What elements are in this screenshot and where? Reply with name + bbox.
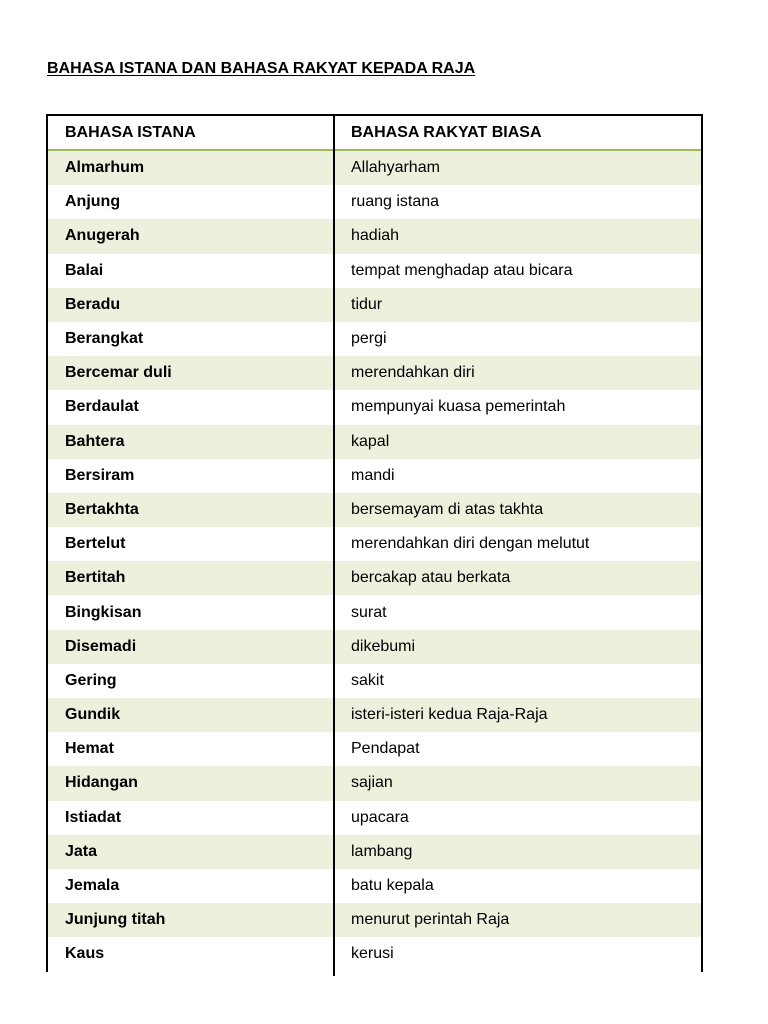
cell-bahasa-istana: Bercemar duli: [65, 364, 172, 382]
cell-bahasa-istana: Istiadat: [65, 808, 122, 826]
cell-bahasa-istana: Bertelut: [65, 535, 126, 553]
cell-bahasa-rakyat: sakit: [351, 671, 384, 689]
cell-bahasa-rakyat: sajian: [351, 774, 393, 792]
column-divider: [333, 116, 335, 976]
header-bahasa-rakyat: BAHASA RAKYAT BIASA: [351, 123, 542, 141]
cell-bahasa-rakyat: isteri-isteri kedua Raja-Raja: [351, 706, 548, 724]
table-row: [48, 595, 701, 629]
cell-bahasa-istana: Bingkisan: [65, 603, 142, 621]
cell-bahasa-rakyat: kapal: [351, 432, 390, 450]
cell-bahasa-rakyat: mandi: [351, 466, 395, 484]
document-title: BAHASA ISTANA DAN BAHASA RAKYAT KEPADA RAJA: [47, 60, 476, 77]
cell-bahasa-rakyat: lambang: [351, 842, 413, 860]
cell-bahasa-istana: Balai: [65, 261, 104, 279]
cell-bahasa-istana: Hidangan: [65, 774, 138, 792]
table-row: [48, 801, 701, 835]
table-header-row: [48, 116, 701, 151]
table-row: [48, 185, 701, 219]
table-body: [48, 151, 701, 972]
cell-bahasa-istana: Kaus: [65, 945, 105, 963]
cell-bahasa-rakyat: kerusi: [351, 945, 394, 963]
cell-bahasa-rakyat: Pendapat: [351, 740, 420, 758]
cell-bahasa-istana: Anugerah: [65, 227, 140, 245]
table-row: [48, 151, 701, 185]
cell-bahasa-rakyat: batu kepala: [351, 877, 434, 895]
table-row: [48, 219, 701, 253]
table-row: [48, 732, 701, 766]
table-row: [48, 766, 701, 800]
cell-bahasa-istana: Berdaulat: [65, 398, 139, 416]
cell-bahasa-istana: Almarhum: [65, 159, 145, 177]
table-row: [48, 288, 701, 322]
cell-bahasa-rakyat: mempunyai kuasa pemerintah: [351, 398, 566, 416]
table-row: [48, 698, 701, 732]
cell-bahasa-rakyat: pergi: [351, 330, 387, 348]
header-bahasa-istana: BAHASA ISTANA: [65, 123, 196, 141]
cell-bahasa-rakyat: upacara: [351, 808, 409, 826]
cell-bahasa-rakyat: hadiah: [351, 227, 400, 245]
cell-bahasa-rakyat: dikebumi: [351, 637, 416, 655]
cell-bahasa-istana: Jata: [65, 842, 98, 860]
table-row: [48, 390, 701, 424]
cell-bahasa-rakyat: bersemayam di atas takhta: [351, 500, 544, 518]
table-row: [48, 903, 701, 937]
table-row: [48, 322, 701, 356]
cell-bahasa-istana: Bahtera: [65, 432, 125, 450]
cell-bahasa-istana: Bertitah: [65, 569, 126, 587]
cell-bahasa-istana: Gundik: [65, 706, 121, 724]
cell-bahasa-rakyat: tempat menghadap atau bicara: [351, 261, 573, 279]
cell-bahasa-rakyat: ruang istana: [351, 193, 440, 211]
table-row: [48, 459, 701, 493]
cell-bahasa-rakyat: menurut perintah Raja: [351, 911, 510, 929]
cell-bahasa-istana: Beradu: [65, 295, 121, 313]
cell-bahasa-rakyat: merendahkan diri dengan melutut: [351, 535, 590, 553]
table-row: [48, 527, 701, 561]
cell-bahasa-rakyat: merendahkan diri: [351, 364, 475, 382]
cell-bahasa-istana: Anjung: [65, 193, 121, 211]
cell-bahasa-rakyat: surat: [351, 603, 387, 621]
table-row: [48, 835, 701, 869]
table-row: [48, 356, 701, 390]
cell-bahasa-istana: Gering: [65, 671, 117, 689]
table-row: [48, 937, 701, 971]
cell-bahasa-istana: Jemala: [65, 877, 120, 895]
table-row: [48, 561, 701, 595]
table-row: [48, 254, 701, 288]
cell-bahasa-rakyat: tidur: [351, 295, 383, 313]
glossary-table: [46, 114, 703, 972]
cell-bahasa-rakyat: bercakap atau berkata: [351, 569, 511, 587]
cell-bahasa-rakyat: Allahyarham: [351, 159, 440, 177]
cell-bahasa-istana: Bertakhta: [65, 500, 139, 518]
table-row: [48, 425, 701, 459]
cell-bahasa-istana: Berangkat: [65, 330, 144, 348]
cell-bahasa-istana: Junjung titah: [65, 911, 166, 929]
table-row: [48, 630, 701, 664]
table-row: [48, 493, 701, 527]
table-row: [48, 869, 701, 903]
cell-bahasa-istana: Bersiram: [65, 466, 135, 484]
table-row: [48, 664, 701, 698]
cell-bahasa-istana: Disemadi: [65, 637, 137, 655]
cell-bahasa-istana: Hemat: [65, 740, 114, 758]
